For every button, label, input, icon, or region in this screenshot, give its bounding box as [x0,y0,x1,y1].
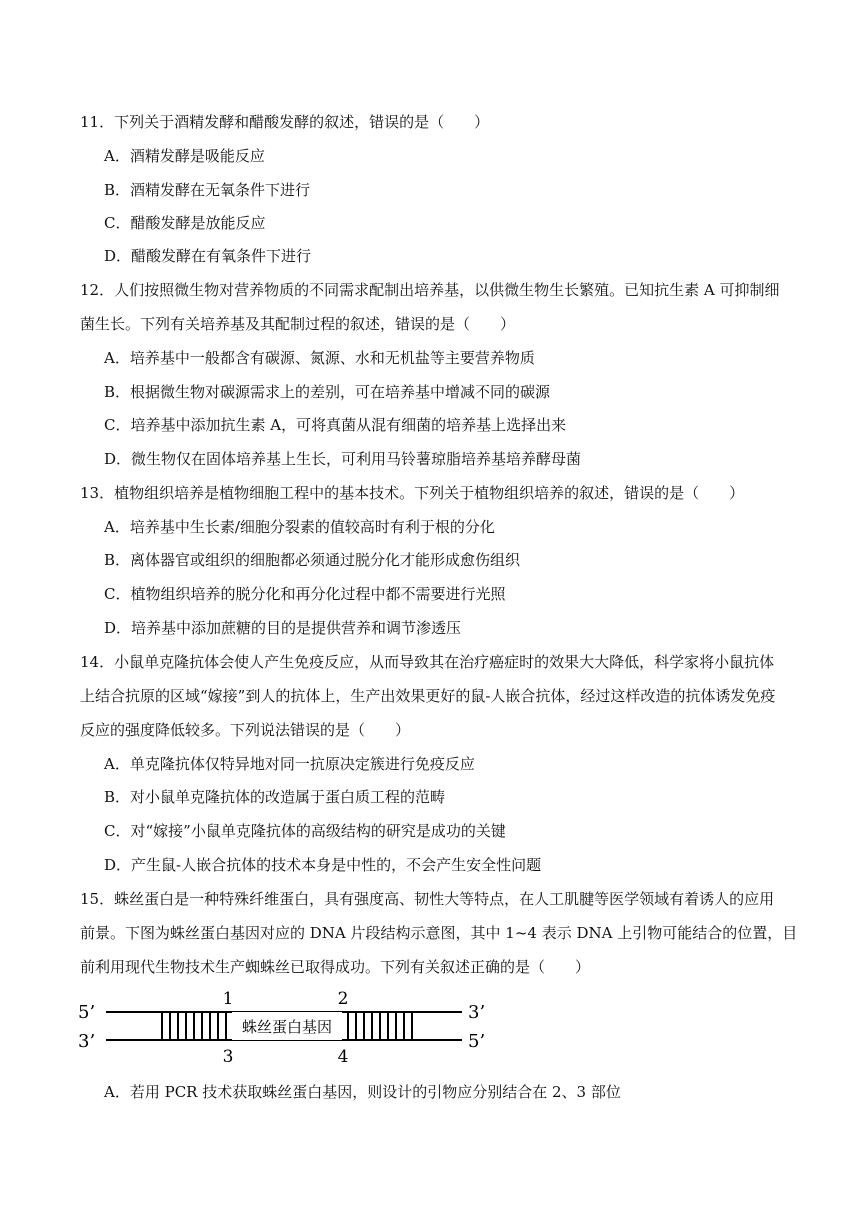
question-12-option-d: D．微生物仅在固体培养基上生长，可利用马铃薯琼脂培养基培养酵母菌 [104,450,582,468]
site-4-label: 4 [337,1047,349,1067]
gene-label: 蛛丝蛋白基因 [241,1018,333,1036]
question-15-stem-line-1: 15．蛛丝蛋白是一种特殊纤维蛋白，具有强度高、韧性大等特点，在人工肌腱等医学领域有着诱人的应用 [80,890,775,908]
question-14-stem-line-3: 反应的强度降低较多。下列说法错误的是（ ） [80,721,411,739]
bottom-left-end-label: 3’ [78,1031,96,1052]
question-13-stem: 13．植物组织培养是植物细胞工程中的基本技术。下列关于植物组织培养的叙述，错误的是（ ） [80,484,745,502]
question-12-stem-line-2: 菌生长。下列有关培养基及其配制过程的叙述，错误的是（ ） [80,315,516,333]
question-13-option-b: B．离体器官或组织的细胞都必须通过脱分化才能形成愈伤组织 [104,551,521,569]
question-11-option-a: A．酒精发酵是吸能反应 [104,147,265,165]
bottom-right-end-label: 5’ [468,1031,486,1052]
question-14-stem-line-1: 14．小鼠单克隆抗体会使人产生免疫反应，从而导致其在治疗癌症时的效果大大降低，科学家将小鼠抗体 [80,653,775,671]
question-15-option-a: A．若用 PCR 技术获取蛛丝蛋白基因，则设计的引物应分别结合在 2、3 部位 [104,1083,621,1101]
question-14-option-b: B．对小鼠单克隆抗体的改造属于蛋白质工程的范畴 [104,788,446,806]
question-11-option-b: B．酒精发酵在无氧条件下进行 [104,181,311,199]
question-12-option-b: B．根据微生物对碳源需求上的差别，可在培养基中增减不同的碳源 [104,383,551,401]
dna-fragment-figure [70,982,510,1074]
question-11-option-c: C．醋酸发酵是放能反应 [104,214,266,232]
question-13-option-c: C．植物组织培养的脱分化和再分化过程中都不需要进行光照 [104,585,506,603]
question-14-option-a: A．单克隆抗体仅特异地对同一抗原决定簇进行免疫反应 [104,755,475,773]
question-11-stem: 11．下列关于酒精发酵和醋酸发酵的叙述，错误的是（ ） [80,113,490,131]
site-2-label: 2 [337,989,349,1009]
question-12-option-a: A．培养基中一般都含有碳源、氮源、水和无机盐等主要营养物质 [104,349,535,367]
question-14-option-d: D．产生鼠-人嵌合抗体的技术本身是中性的，不会产生安全性问题 [104,856,542,874]
top-left-end-label: 5’ [78,1002,96,1023]
top-right-end-label: 3’ [468,1002,486,1023]
site-3-label: 3 [222,1047,234,1067]
question-14-option-c: C．对“嫁接”小鼠单克隆抗体的高级结构的研究是成功的关键 [104,822,506,840]
question-14-stem-line-2: 上结合抗原的区域“嫁接”到人的抗体上，生产出效果更好的鼠-人嵌合抗体，经过这样改造的抗体诱发免疫 [80,687,776,705]
site-1-label: 1 [222,989,234,1009]
question-13-option-a: A．培养基中生长素/细胞分裂素的值较高时有利于根的分化 [104,518,495,536]
left-base-pairs [162,1012,226,1040]
right-base-pairs [348,1012,412,1040]
question-12-option-c: C．培养基中添加抗生素 A，可将真菌从混有细菌的培养基上选择出来 [104,416,567,434]
question-13-option-d: D．培养基中添加蔗糖的目的是提供营养和调节渗透压 [104,619,462,637]
question-12-stem-line-1: 12．人们按照微生物对营养物质的不同需求配制出培养基，以供微生物生长繁殖。已知抗生素 A 可抑制细 [80,281,780,299]
question-11-option-d: D．醋酸发酵在有氧条件下进行 [104,247,312,265]
question-15-stem-line-2: 前景。下图为蛛丝蛋白基因对应的 DNA 片段结构示意图，其中 1~4 表示 DNA 上引物可能结合的位置，目 [80,924,798,942]
question-15-stem-line-3: 前利用现代生物技术生产蜘蛛丝已取得成功。下列有关叙述正确的是（ ） [80,958,591,976]
